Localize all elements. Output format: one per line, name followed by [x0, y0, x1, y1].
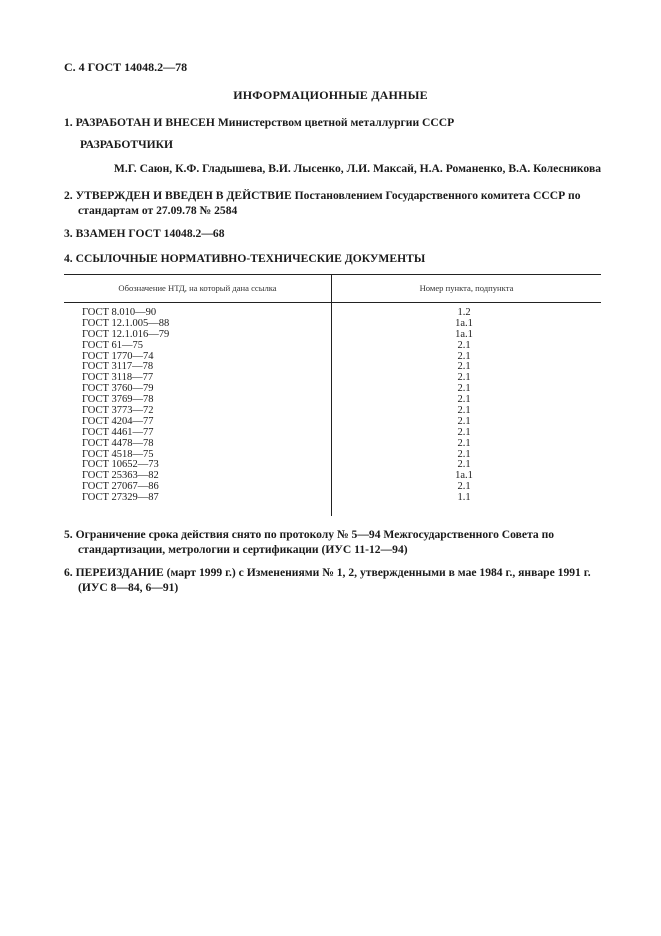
- table-cell-designation: ГОСТ 4204—77: [82, 415, 154, 427]
- item-5: [64, 527, 601, 557]
- table-cell-designation: ГОСТ 1770—74: [82, 350, 154, 362]
- table-cell-designation: ГОСТ 61—75: [82, 339, 144, 351]
- table-cell-designation: ГОСТ 10652—73: [82, 459, 159, 471]
- table-cell-clause: 2.1: [457, 350, 471, 362]
- table-cell-clause: 2.1: [457, 339, 471, 351]
- table-cell-designation: ГОСТ 27067—86: [82, 481, 159, 493]
- table-cell-clause: 2.1: [457, 437, 471, 449]
- table-column-designations: [82, 308, 169, 504]
- table-top-rule: [64, 274, 601, 275]
- table-cell-clause: 2.1: [457, 459, 471, 471]
- table-cell-designation: ГОСТ 8.010—90: [82, 307, 157, 318]
- table-cell-clause: 2.1: [457, 372, 471, 384]
- table-cell-designation: ГОСТ 3769—78: [82, 394, 154, 406]
- table-cell-designation: ГОСТ 4478—78: [82, 437, 154, 449]
- item-1: [64, 115, 601, 130]
- table-cell-clause: 1.2: [457, 307, 471, 318]
- table-cell-clause: 2.1: [457, 405, 471, 417]
- table-cell-designation: ГОСТ 3773—72: [82, 405, 154, 417]
- table-cell-clause: 2.1: [457, 383, 471, 395]
- item-2-lead: 2. УТВЕРЖДЕН И ВВЕДЕН В ДЕЙСТВИЕ: [64, 189, 292, 202]
- developers-list: М.Г. Саюн, К.Ф. Гладышева, В.И. Лысенко, Л.И. Максай, Н.А. Романенко, В.А. Колесникова: [113, 162, 601, 175]
- table-cell-clause: 2.1: [457, 394, 471, 406]
- table-cell-clause: 2.1: [457, 481, 471, 493]
- table-cell-designation: ГОСТ 12.1.005—88: [82, 317, 170, 329]
- item-4: 4. ССЫЛОЧНЫЕ НОРМАТИВНО-ТЕХНИЧЕСКИЕ ДОКУМЕНТЫ: [64, 252, 426, 265]
- item-6-continuation: (ИУС 8—84, 6—91): [78, 581, 179, 594]
- developers-heading: РАЗРАБОТЧИКИ: [80, 138, 174, 151]
- item-1-rest: Министерством цветной металлургии СССР: [214, 116, 455, 129]
- references-table: [64, 274, 601, 516]
- table-cell-clause: 2.1: [457, 415, 471, 427]
- table-cell-designation: ГОСТ 3760—79: [82, 383, 154, 395]
- table-header-designation: Обозначение НТД, на который дана ссылка: [118, 283, 277, 293]
- table-cell-designation: ГОСТ 3117—78: [82, 361, 154, 373]
- table-cell-designation: ГОСТ 4461—77: [82, 426, 154, 438]
- item-2-rest: Постановлением Государственного комитета СССР по: [291, 189, 581, 202]
- item-6: [64, 565, 601, 595]
- table-cell-clause: 1а.1: [455, 328, 473, 340]
- item-3: 3. ВЗАМЕН ГОСТ 14048.2—68: [64, 227, 225, 240]
- table-header-rule: [64, 302, 601, 303]
- section-title: ИНФОРМАЦИОННЫЕ ДАННЫЕ: [233, 88, 428, 102]
- item-1-lead: 1. РАЗРАБОТАН И ВНЕСЕН: [64, 116, 215, 129]
- table-cell-clause: 2.1: [457, 361, 471, 373]
- table-cell-clause: 2.1: [457, 426, 471, 438]
- item-5-line1: 5. Ограничение срока действия снято по протоколу № 5—94 Межгосударственного Совета по: [64, 528, 555, 541]
- table-cell-clause: 2.1: [457, 448, 471, 460]
- table-cell-designation: ГОСТ 4518—75: [82, 448, 154, 460]
- item-5-continuation: стандартизации, метрологии и сертификации (ИУС 11-12—94): [78, 543, 408, 556]
- table-cell-clause: 1.1: [457, 492, 471, 504]
- table-column-clauses: [424, 308, 504, 504]
- item-2: [64, 188, 601, 218]
- item-2-continuation: стандартам от 27.09.78 № 2584: [78, 204, 238, 217]
- table-cell-clause: 1а.1: [455, 317, 473, 329]
- page-header: С. 4 ГОСТ 14048.2—78: [64, 60, 188, 74]
- item-6-lead: 6. ПЕРЕИЗДАНИЕ: [64, 566, 164, 579]
- table-header-clause: Номер пункта, подпункта: [419, 283, 514, 293]
- table-cell-designation: ГОСТ 25363—82: [82, 470, 159, 482]
- table-cell-designation: ГОСТ 12.1.016—79: [82, 328, 170, 340]
- table-cell-clause: 1а.1: [455, 470, 473, 482]
- table-cell-designation: ГОСТ 3118—77: [82, 372, 154, 384]
- item-6-rest: (март 1999 г.) с Изменениями № 1, 2, утвержденными в мае 1984 г., январе 1991 г.: [163, 566, 591, 579]
- table-column-divider: [331, 274, 332, 516]
- table-cell-designation: ГОСТ 27329—87: [82, 492, 159, 504]
